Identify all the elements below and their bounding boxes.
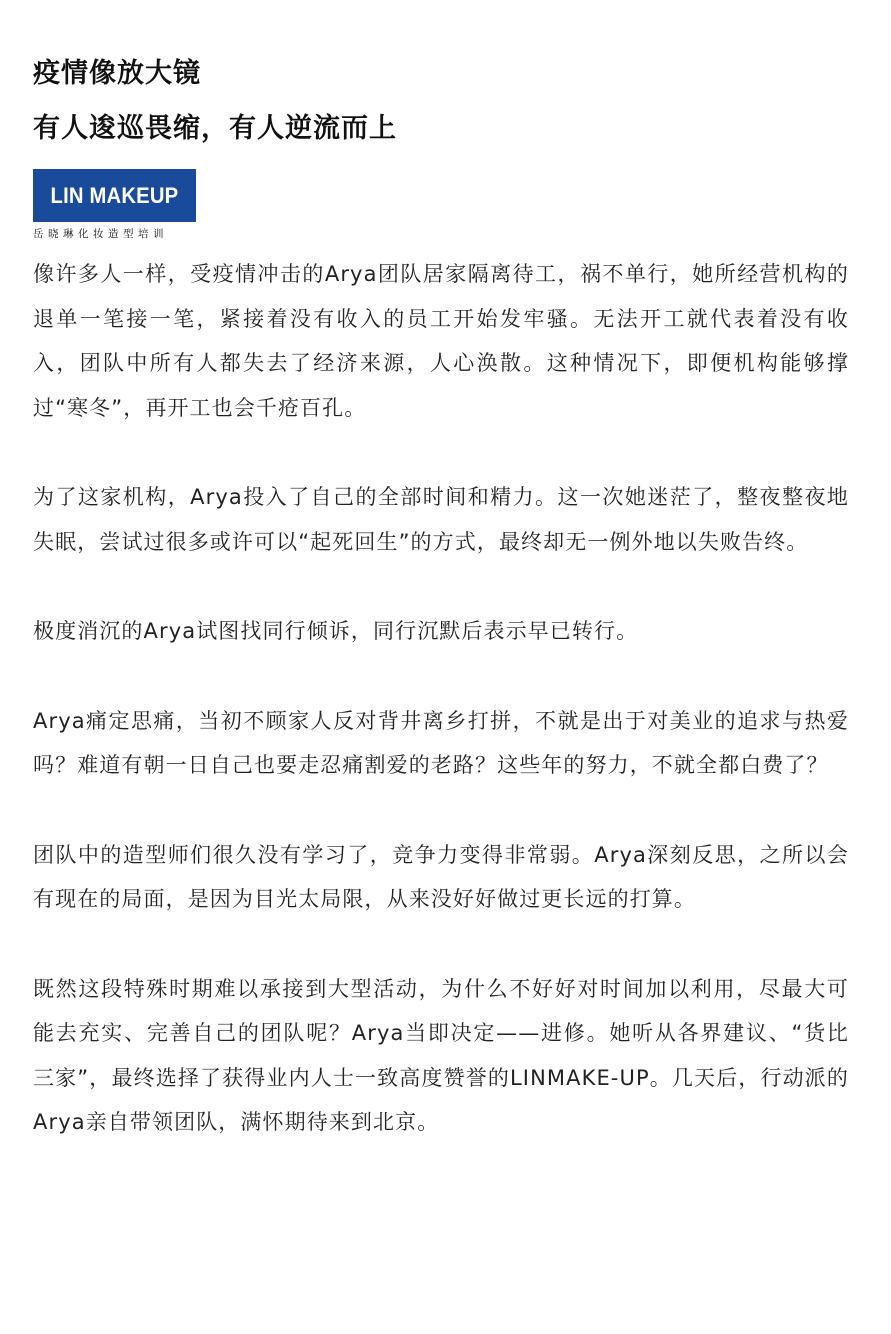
headline-line-1: 疫情像放大镜: [33, 58, 201, 89]
article-body: [33, 252, 849, 1145]
logo-brand-text: LIN MAKEUP: [50, 182, 179, 208]
lin-makeup-logo: [33, 169, 196, 241]
paragraph-2: 为了这家机构，Arya投入了自己的全部时间和精力。这一次她迷茫了，整夜整夜地失眠，尝试过很多或许可以“起死回生”的方式，最终却无一例外地以失败告终。: [33, 485, 849, 554]
paragraph-6: 既然这段特殊时期难以承接到大型活动，为什么不好好对时间加以利用，尽最大可能去充实、完善自己的团队呢？Arya当即决定——进修。她听从各界建议、“货比三家”，最终选择了获得业内人士一致高度赞誉的LINMAKE-UP。几天后，行动派的Arya亲自带领团队，满怀期待来到北京。: [33, 976, 849, 1134]
paragraph-1: 像许多人一样，受疫情冲击的Arya团队居家隔离待工，祸不单行，她所经营机构的退单一笔接一笔，紧接着没有收入的员工开始发牢骚。无法开工就代表着没有收入，团队中所有人都失去了经济来源，人心涣散。这种情况下，即便机构能够撑过“寒冬”，再开工也会千疮百孔。: [33, 262, 849, 420]
paragraph-4: Arya痛定思痛，当初不顾家人反对背井离乡打拼，不就是出于对美业的追求与热爱吗？难道有朝一日自己也要走忍痛割爱的老路？这些年的努力，不就全都白费了？: [33, 708, 849, 777]
logo-subtitle: 岳晓琳化妆造型培训: [33, 228, 168, 240]
paragraph-3: 极度消沉的Arya试图找同行倾诉，同行沉默后表示早已转行。: [33, 619, 639, 643]
paragraph-5: 团队中的造型师们很久没有学习了，竞争力变得非常弱。Arya深刻反思，之所以会有现在的局面，是因为目光太局限，从来没好好做过更长远的打算。: [33, 842, 849, 911]
headline-line-2: 有人逡巡畏缩，有人逆流而上: [33, 113, 397, 144]
logo-badge: [33, 169, 196, 222]
